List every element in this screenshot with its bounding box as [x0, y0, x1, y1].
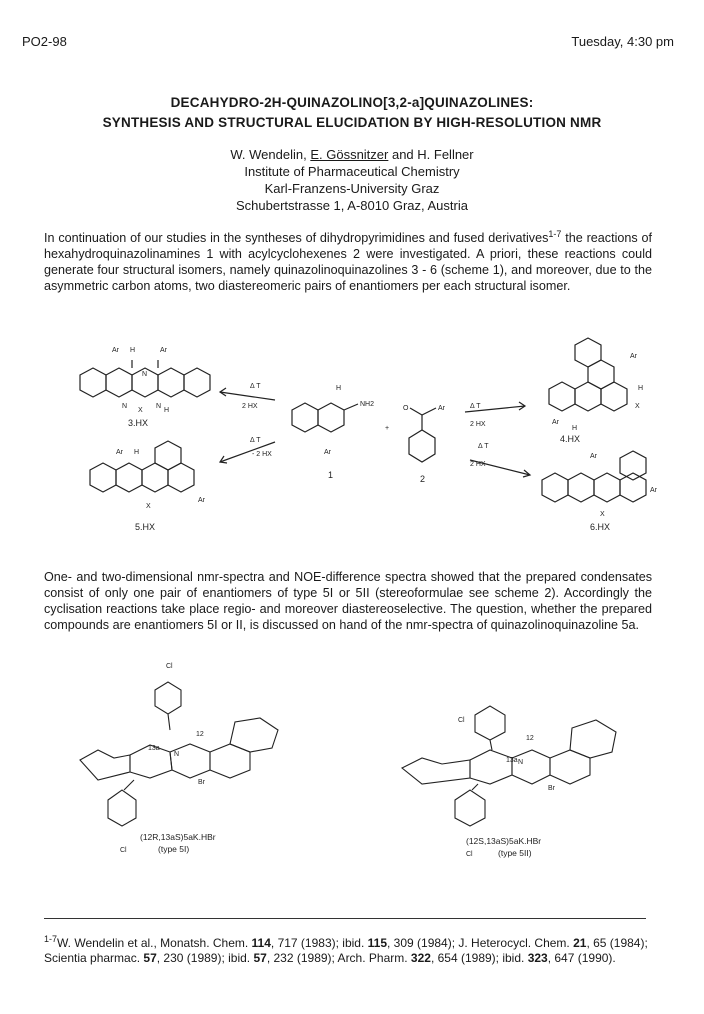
ref-v2: 115: [367, 936, 387, 950]
ref-r6: , 654 (1989); ibid.: [430, 951, 528, 965]
ref-r4: , 230 (1989); ibid.: [156, 951, 254, 965]
footnote-divider: [44, 918, 646, 919]
c5-ar-2: Ar: [198, 497, 205, 504]
compound-2-structure: [409, 408, 436, 462]
c5-x: X: [146, 503, 151, 510]
c1-ar: Ar: [324, 449, 331, 456]
s2-right-13a: 13a: [506, 757, 518, 764]
compound-4-label: 4.HX: [560, 434, 581, 444]
title-line-1: DECAHYDRO-2H-QUINAZOLINO[3,2-a]QUINAZOLINES:: [170, 95, 534, 110]
ref-v5: 57: [253, 951, 267, 965]
right-type: (type 5II): [498, 848, 532, 858]
s2-right-12: 12: [526, 735, 534, 742]
s2-right-cl-2: Cl: [466, 851, 473, 858]
c2-o: O: [403, 405, 409, 412]
s2-left-n: N: [174, 751, 180, 758]
compound-1-label: 1: [328, 470, 334, 480]
author-suffix: and H. Fellner: [388, 147, 474, 162]
cond-6-acid: 2 HX: [470, 461, 486, 468]
s2-left-12: 12: [196, 731, 204, 738]
left-caption: (12R,13aS)5aK.HBr: [140, 832, 216, 842]
poster-code: PO2-98: [22, 34, 67, 49]
s2-left-cl: Cl: [166, 663, 173, 670]
presenting-author: E. Gössnitzer: [310, 147, 389, 162]
c4-h: H: [638, 385, 644, 392]
title-line-2: SYNTHESIS AND STRUCTURAL ELUCIDATION BY HIGH-RESOLUTION NMR: [102, 115, 602, 130]
affiliation-address: Schubertstrasse 1, A-8010 Graz, Austria: [236, 198, 468, 213]
intro-text-2: the reactions of hexahydroquinazolinamines 1 with acylcyclohexenes 2 were investigated. A priori, these reactions could generate four structural isomers, namely quinazolinoquinazolines 3 - 6 (scheme 1), and moreover, due to the asymmetric carbon atoms, two diastereomeric pairs of enantiomers per each structural isomer.: [44, 231, 652, 294]
session-time: Tuesday, 4:30 pm: [571, 34, 674, 49]
c5-h: H: [134, 449, 140, 456]
left-type: (type 5I): [158, 844, 190, 854]
c3-h-2: H: [164, 407, 170, 414]
intro-paragraph: [44, 226, 652, 294]
cond-3-acid: 2 HX: [242, 403, 258, 410]
s2-left-cl-2: Cl: [120, 847, 127, 854]
c3-h: H: [130, 347, 136, 354]
cond-5-heat: Δ T: [250, 437, 261, 444]
affiliation-university: Karl-Franzens-University Graz: [264, 181, 440, 196]
ref-author: W. Wendelin et al., Monatsh. Chem.: [57, 936, 252, 950]
compound-1-structure: [292, 403, 358, 432]
cond-4-acid: 2 HX: [470, 421, 486, 428]
c4-h-2: H: [572, 425, 578, 432]
compound-5-label: 5.HX: [135, 522, 156, 532]
c1-nh2: NH2: [360, 401, 375, 408]
references: [44, 932, 654, 966]
compound-6-label: 6.HX: [590, 522, 611, 532]
compound-2-label: 2: [420, 474, 426, 484]
c3-n-2: N: [122, 403, 128, 410]
cond-5-acid: - 2 HX: [252, 451, 272, 458]
plus-sign: +: [385, 425, 390, 432]
authors: [0, 147, 704, 162]
ref-v7: 323: [527, 951, 548, 965]
s2-right-n: N: [518, 759, 524, 766]
compound-3-structure: [80, 360, 210, 397]
c3-n-1: N: [142, 371, 148, 378]
results-paragraph: One- and two-dimensional nmr-spectra and NOE-difference spectra showed that the prepared condensates consist of only one pair of enantiomers of type 5I or 5II (stereoformulae see scheme 2). Accordingly the cyclisation reactions take place regio- and moreover diastereoselective. The question, whether the prepared compounds are enantiomers 5I or II, is discussed on hand of the nmr-spectra of quinazolinoquinazoline 5a.: [44, 570, 652, 632]
scheme-1-reaction: [60, 330, 680, 545]
c3-ar-2: Ar: [160, 347, 167, 354]
ref-r1: , 717 (1983); ibid.: [270, 936, 368, 950]
cond-3-heat: Δ T: [250, 383, 261, 390]
cond-4-heat: Δ T: [470, 403, 481, 410]
s2-left-br: Br: [198, 779, 205, 786]
c3-n-3: N: [156, 403, 162, 410]
c2-ar: Ar: [438, 405, 445, 412]
c6-x: X: [600, 511, 605, 518]
c6-ar-2: Ar: [650, 487, 657, 494]
c3-ar-1: Ar: [112, 347, 119, 354]
ref-sup: 1-7: [44, 934, 58, 944]
s2-left-13a: 13a: [148, 745, 160, 752]
author-prefix: W. Wendelin,: [230, 147, 311, 162]
cond-6-heat: Δ T: [478, 443, 489, 450]
intro-ref: 1-7: [548, 229, 562, 239]
compound-3-label: 3.HX: [128, 418, 149, 428]
c4-ar: Ar: [630, 353, 637, 360]
c5-ar: Ar: [116, 449, 123, 456]
c6-ar: Ar: [590, 453, 597, 460]
compound-4-structure: [549, 338, 627, 411]
ref-v6: 322: [410, 951, 431, 965]
c4-x: X: [635, 403, 640, 410]
ref-v1: 114: [251, 936, 271, 950]
c3-x: X: [138, 407, 143, 414]
ref-r5: , 232 (1989); Arch. Pharm.: [266, 951, 411, 965]
right-caption: (12S,13aS)5aK.HBr: [466, 836, 542, 846]
structure-5II: [402, 706, 616, 826]
ref-v3: 21: [573, 936, 587, 950]
compound-5-structure: [90, 441, 194, 492]
ref-r2: , 309 (1984); J. Heterocycl. Chem.: [387, 936, 574, 950]
scheme-2-stereoformulae: [50, 660, 660, 870]
s2-right-cl: Cl: [458, 717, 465, 724]
affiliation-institute: Institute of Pharmaceutical Chemistry: [244, 164, 460, 179]
c4-ar-2: Ar: [552, 419, 559, 426]
ref-r3: , 65 (1984); Scientia pharmac.: [44, 936, 648, 965]
ref-r7: , 647 (1990).: [547, 951, 616, 965]
arrow-to-3: [220, 388, 275, 400]
c1-h: H: [336, 385, 342, 392]
ref-v4: 57: [143, 951, 157, 965]
intro-text-1: In continuation of our studies in the syntheses of dihydropyrimidines and fused derivatives: [44, 231, 549, 246]
s2-right-br: Br: [548, 785, 555, 792]
